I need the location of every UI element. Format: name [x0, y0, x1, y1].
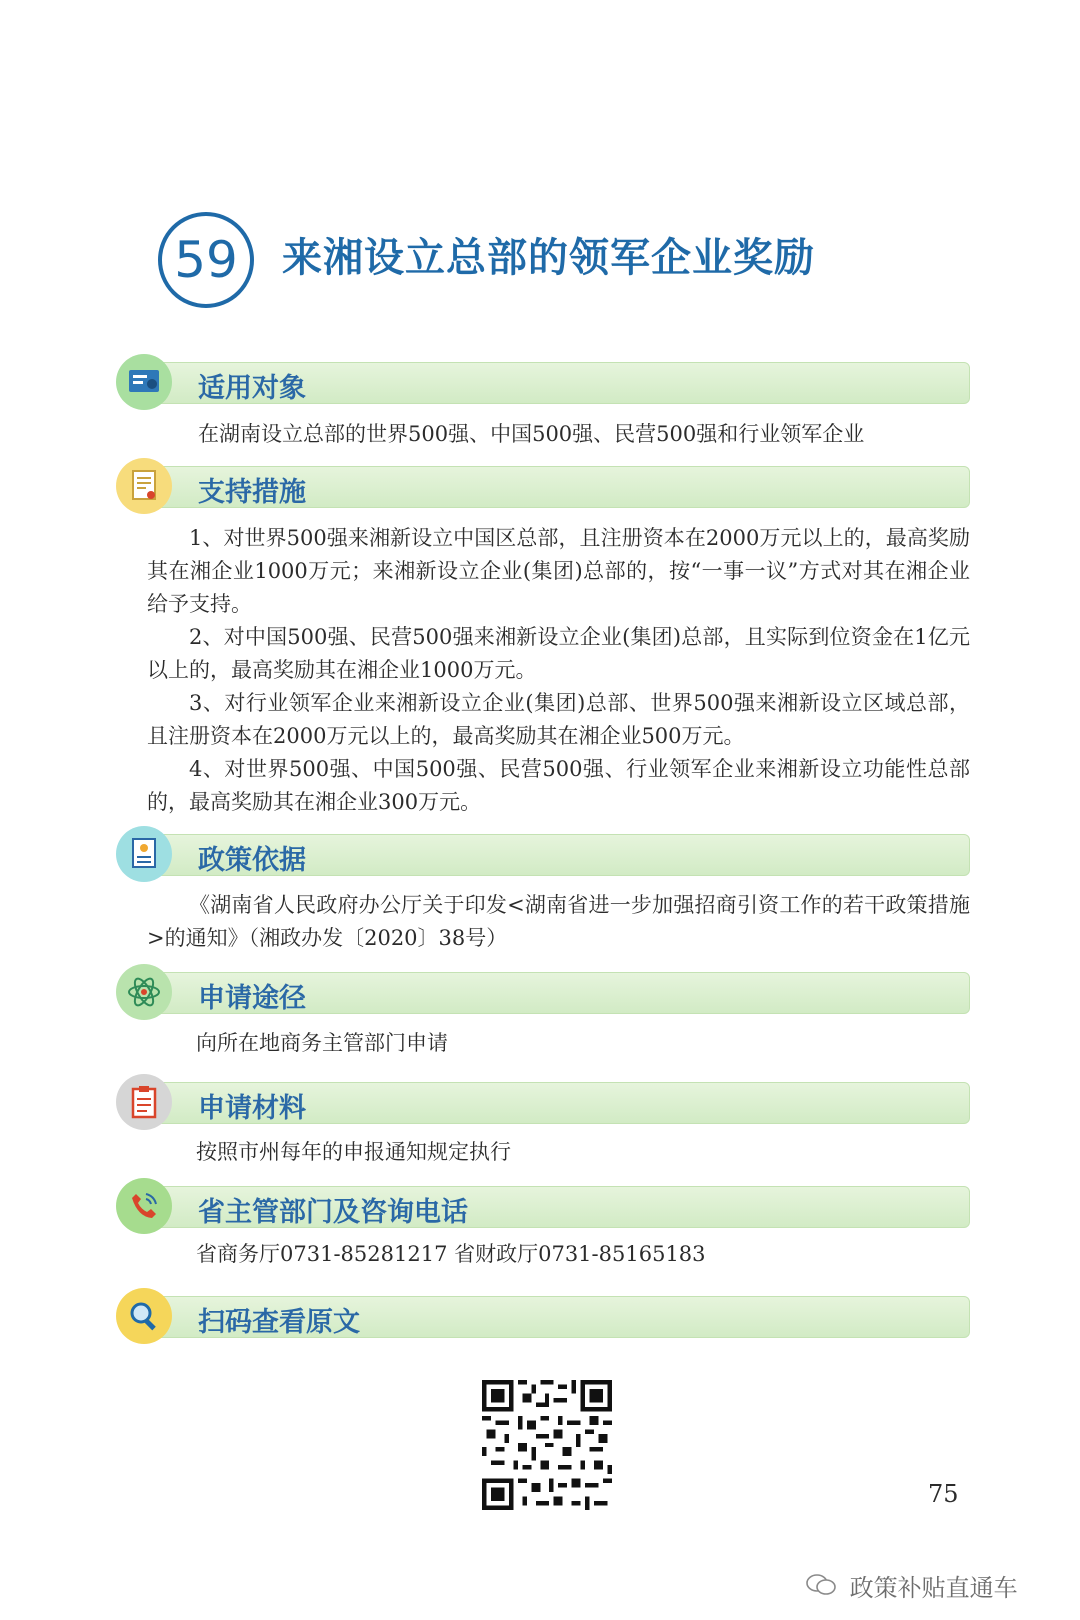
- materials-text: 按照市州每年的申报通知规定执行: [196, 1140, 511, 1164]
- page-title: 来湘设立总部的领军企业奖励: [282, 234, 815, 281]
- phone-icon: [116, 1178, 172, 1234]
- channel-text: 向所在地商务主管部门申请: [196, 1031, 448, 1055]
- watermark-text: 政策补贴直通车: [849, 1574, 1018, 1602]
- magnifier-icon: [116, 1288, 172, 1344]
- watermark: [806, 1568, 1018, 1603]
- policy-document-icon: [116, 826, 172, 882]
- atom-icon: [116, 964, 172, 1020]
- applicable-text: 在湖南设立总部的世界500强、中国500强、民营500强和行业领军企业: [198, 422, 865, 446]
- section-title-basis: 政策依据: [198, 845, 306, 876]
- item-number-badge: 59: [158, 212, 254, 308]
- page-header: [158, 212, 858, 312]
- measure-item-1: 1、对世界500强来湘新设立中国区总部，且注册资本在2000万元以上的，最高奖励其在湘企业1000万元；来湘新设立企业(集团)总部的，按“一事一议”方式对其在湘企业给予支持。: [147, 526, 970, 616]
- contact-text: 省商务厅0731-85281217 省财政厅0731-85165183: [196, 1242, 706, 1266]
- page-number: 75: [928, 1480, 959, 1508]
- measure-item-4: 4、对世界500强、中国500强、民营500强、行业领军企业来湘新设立功能性总部的，最高奖励其在湘企业300万元。: [147, 757, 970, 814]
- section-title-applicable: 适用对象: [198, 373, 306, 404]
- clipboard-icon: [116, 1074, 172, 1130]
- document-icon: [116, 458, 172, 514]
- wechat-icon: [806, 1574, 836, 1602]
- section-title-measures: 支持措施: [198, 477, 306, 508]
- qr-code[interactable]: [482, 1380, 612, 1510]
- section-title-contact: 省主管部门及咨询电话: [198, 1197, 468, 1228]
- measure-item-3: 3、对行业领军企业来湘新设立企业(集团)总部、世界500强来湘新设立区域总部，且注册资本在2000万元以上的，最高奖励其在湘企业500万元。: [147, 691, 970, 748]
- basis-text: 《湖南省人民政府办公厅关于印发<湖南省进一步加强招商引资工作的若干政策措施>的通知》（湘政办发〔2020〕38号）: [147, 893, 970, 950]
- section-title-channel: 申请途径: [198, 983, 306, 1014]
- certificate-icon: [116, 354, 172, 410]
- section-title-materials: 申请材料: [198, 1093, 306, 1124]
- measure-item-2: 2、对中国500强、民营500强来湘新设立企业(集团)总部，且实际到位资金在1亿元以上的，最高奖励其在湘企业1000万元。: [147, 625, 970, 682]
- section-title-scan: 扫码查看原文: [198, 1307, 360, 1338]
